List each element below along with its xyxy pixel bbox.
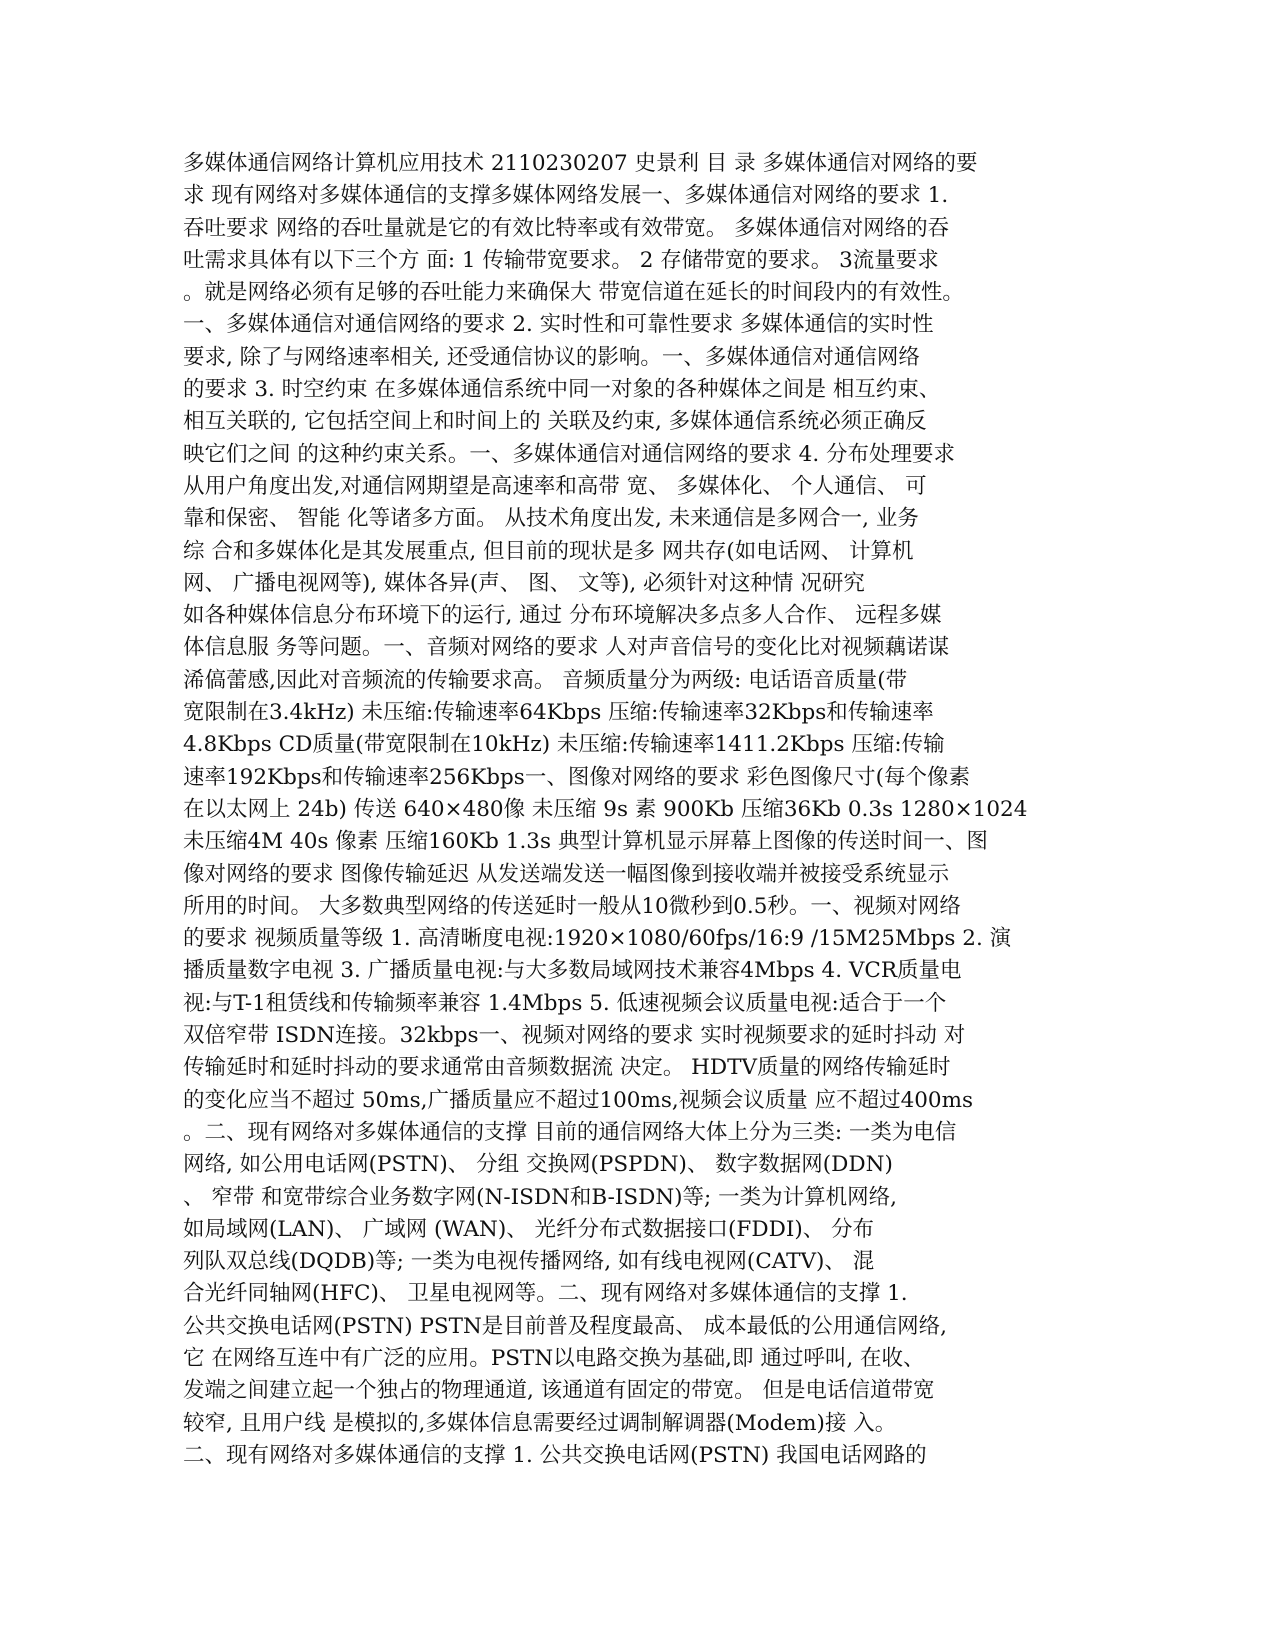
text-line: 吞吐要求 网络的吞吐量就是它的有效比特率或有效带宽。 多媒体通信对网络的吞 [183, 215, 950, 241]
body-text [183, 148, 1083, 1472]
text-line: 浠傐蕾感,因此对音频流的传输要求高。 音频质量分为两级: 电话语音质量(带 [183, 667, 908, 693]
text-line: 网络, 如公用电话网(PSTN)、 分组 交换网(PSPDN)、 数字数据网(DDN) [183, 1152, 893, 1178]
text-line: 速率192Kbps和传输速率256Kbps一、图像对网络的要求 彩色图像尺寸(每个像素 [183, 764, 971, 790]
text-line: 合光纤同轴网(HFC)、 卫星电视网等。二、现有网络对多媒体通信的支撑 1. [183, 1281, 908, 1307]
text-line: 映它们之间 的这种约束关系。一、多媒体通信对通信网络的要求 4. 分布处理要求 [183, 441, 956, 467]
text-line: 的要求 视频质量等级 1. 高清晰度电视:1920×1080/60fps/16:9 /15M25Mbps 2. 演 [183, 926, 1012, 952]
text-line: 靠和保密、 智能 化等诸多方面。 从技术角度出发, 未来通信是多网合一, 业务 [183, 506, 919, 532]
text-line: 所用的时间。 大多数典型网络的传送延时一般从10微秒到0.5秒。一、视频对网络 [183, 893, 961, 919]
text-line: 较窄, 且用户线 是模拟的,多媒体信息需要经过调制解调器(Modem)接 入。 [183, 1410, 897, 1436]
text-line: 像对网络的要求 图像传输延迟 从发送端发送一幅图像到接收端并被接受系统显示 [183, 861, 950, 887]
text-line: 列队双总线(DQDB)等; 一类为电视传播网络, 如有线电视网(CATV)、 混 [183, 1249, 875, 1275]
text-line: 如各种媒体信息分布环境下的运行, 通过 分布环境解决多点多人合作、 远程多媒 [183, 603, 942, 629]
text-line: 相互关联的, 它包括空间上和时间上的 关联及约束, 多媒体通信系统必须正确反 [183, 409, 927, 435]
text-line: 多媒体通信网络计算机应用技术 2110230207 史景利 目 录 多媒体通信对网络的要 [183, 151, 978, 176]
text-line: 、 窄带 和宽带综合业务数字网(N-ISDN和B-ISDN)等; 一类为计算机网络, [183, 1184, 897, 1210]
text-line: 如局域网(LAN)、 广域网 (WAN)、 光纤分布式数据接口(FDDI)、 分布 [183, 1216, 875, 1242]
text-line: 网、 广播电视网等), 媒体各异(声、 图、 文等), 必须针对这种情 况研究 [183, 570, 865, 596]
text-line: 它 在网络互连中有广泛的应用。PSTN以电路交换为基础,即 通过呼叫, 在收、 [183, 1345, 925, 1371]
text-line: 的变化应当不超过 50ms,广播质量应不超过100ms,视频会议质量 应不超过400ms [183, 1087, 974, 1113]
text-line: 吐需求具体有以下三个方 面: 1 传输带宽要求。 2 存储带宽的要求。 3流量要求 [183, 247, 939, 273]
text-line: 公共交换电话网(PSTN) PSTN是目前普及程度最高、 成本最低的公用通信网络, [183, 1313, 947, 1339]
text-line: 。二、现有网络对多媒体通信的支撑 目前的通信网络大体上分为三类: 一类为电信 [183, 1119, 957, 1145]
text-line: 播质量数字电视 3. 广播质量电视:与大多数局域网技术兼容4Mbps 4. VCR质量电 [183, 958, 962, 984]
text-line: 传输延时和延时抖动的要求通常由音频数据流 决定。 HDTV质量的网络传输延时 [183, 1055, 951, 1081]
text-line: 综 合和多媒体化是其发展重点, 但目前的现状是多 网共存(如电话网、 计算机 [183, 538, 914, 564]
text-line: 发端之间建立起一个独占的物理通道, 该通道有固定的带宽。 但是电话信道带宽 [183, 1378, 935, 1404]
text-line: 求 现有网络对多媒体通信的支撑多媒体网络发展一、多媒体通信对网络的要求 1. [183, 183, 949, 209]
text-line: 在以太网上 24b) 传送 640×480像 未压缩 9s 素 900Kb 压缩36Kb 0.3s 1280×1024 [183, 796, 1028, 822]
text-line: 双倍窄带 ISDN连接。32kbps一、视频对网络的要求 实时视频要求的延时抖动 对 [183, 1023, 966, 1049]
text-line: 一、多媒体通信对通信网络的要求 2. 实时性和可靠性要求 多媒体通信的实时性 [183, 312, 934, 338]
text-line: 。就是网络必须有足够的吞吐能力来确保大 带宽信道在延长的时间段内的有效性。 [183, 280, 964, 306]
text-line: 要求, 除了与网络速率相关, 还受通信协议的影响。一、多媒体通信对通信网络 [183, 344, 920, 370]
text-line: 4.8Kbps CD质量(带宽限制在10kHz) 未压缩:传输速率1411.2Kbps 压缩:传输 [183, 732, 945, 758]
text-line: 的要求 3. 时空约束 在多媒体通信系统中同一对象的各种媒体之间是 相互约束、 [183, 377, 941, 403]
text-line: 宽限制在3.4kHz) 未压缩:传输速率64Kbps 压缩:传输速率32Kbps和传输速率 [183, 700, 934, 726]
text-line: 视:与T-1租赁线和传输频率兼容 1.4Mbps 5. 低速视频会议质量电视:适合于一个 [183, 990, 947, 1016]
text-line: 从用户角度出发,对通信网期望是高速率和高带 宽、 多媒体化、 个人通信、 可 [183, 473, 927, 499]
text-line: 二、现有网络对多媒体通信的支撑 1. 公共交换电话网(PSTN) 我国电话网路的 [183, 1442, 927, 1468]
text-line: 未压缩4M 40s 像素 压缩160Kb 1.3s 典型计算机显示屏幕上图像的传送时间一、图 [183, 829, 988, 855]
text-line: 体信息服 务等问题。一、音频对网络的要求 人对声音信号的变化比对视频藕诺谋 [183, 635, 950, 661]
